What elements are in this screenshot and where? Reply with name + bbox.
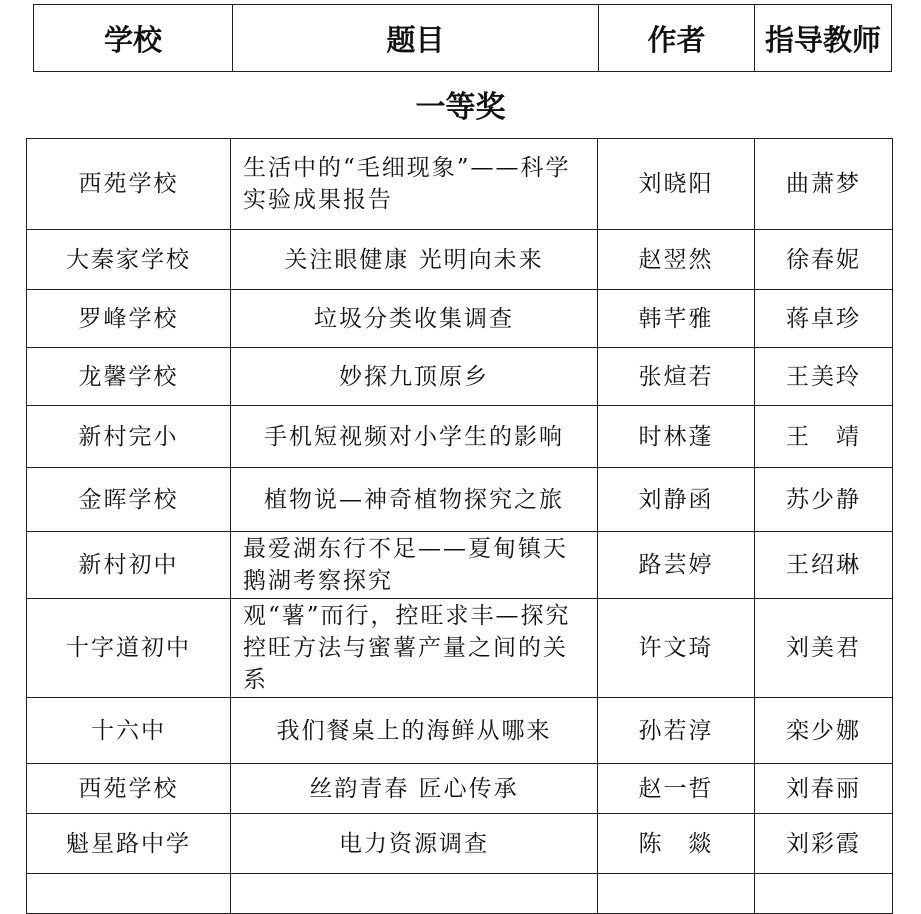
author-cell: 韩芊雅 bbox=[598, 290, 755, 348]
award-table bbox=[26, 138, 893, 914]
teacher-cell: 蒋卓珍 bbox=[755, 290, 893, 348]
teacher-cell: 徐春妮 bbox=[755, 230, 893, 290]
author-cell: 许文琦 bbox=[598, 599, 755, 698]
table-row bbox=[27, 406, 893, 468]
school-cell: 罗峰学校 bbox=[27, 290, 231, 348]
author-cell: 时林蓬 bbox=[598, 406, 755, 468]
empty-cell bbox=[755, 874, 893, 914]
teacher-cell: 曲萧梦 bbox=[755, 139, 893, 230]
header-teacher: 指导教师 bbox=[755, 5, 892, 72]
header-author: 作者 bbox=[599, 5, 755, 72]
title-cell: 关注眼健康 光明向未来 bbox=[231, 230, 598, 290]
school-cell: 西苑学校 bbox=[27, 139, 231, 230]
school-cell: 新村完小 bbox=[27, 406, 231, 468]
header-row bbox=[34, 5, 892, 72]
teacher-cell: 王绍琳 bbox=[755, 532, 893, 599]
title-cell: 我们餐桌上的海鲜从哪来 bbox=[231, 698, 598, 764]
table-row bbox=[27, 814, 893, 874]
title-cell: 手机短视频对小学生的影响 bbox=[231, 406, 598, 468]
header-table bbox=[33, 4, 892, 72]
section-title: 一等奖 bbox=[415, 90, 506, 125]
teacher-cell: 刘美君 bbox=[755, 599, 893, 698]
header-title: 题目 bbox=[233, 5, 599, 72]
table-row bbox=[27, 532, 893, 599]
title-cell: 植物说—神奇植物探究之旅 bbox=[231, 468, 598, 532]
school-cell: 龙馨学校 bbox=[27, 348, 231, 406]
title-cell: 生活中的“毛细现象”——科学实验成果报告 bbox=[231, 139, 598, 230]
author-cell: 张煊若 bbox=[598, 348, 755, 406]
teacher-cell: 刘彩霞 bbox=[755, 814, 893, 874]
table-row bbox=[27, 468, 893, 532]
table-row bbox=[27, 599, 893, 698]
school-cell: 大秦家学校 bbox=[27, 230, 231, 290]
empty-cell bbox=[598, 874, 755, 914]
table-row bbox=[27, 698, 893, 764]
empty-cell bbox=[231, 874, 598, 914]
school-cell: 十六中 bbox=[27, 698, 231, 764]
school-cell: 西苑学校 bbox=[27, 764, 231, 814]
school-cell: 魁星路中学 bbox=[27, 814, 231, 874]
header-school: 学校 bbox=[34, 5, 233, 72]
title-cell: 观“薯”而行，控旺求丰—探究控旺方法与蜜薯产量之间的关系 bbox=[231, 599, 598, 698]
table-row bbox=[27, 764, 893, 814]
table-row bbox=[27, 230, 893, 290]
teacher-cell: 苏少静 bbox=[755, 468, 893, 532]
title-cell: 垃圾分类收集调查 bbox=[231, 290, 598, 348]
author-cell: 刘晓阳 bbox=[598, 139, 755, 230]
title-cell: 丝韵青春 匠心传承 bbox=[231, 764, 598, 814]
table-row-partial bbox=[27, 874, 893, 914]
author-cell: 赵翌然 bbox=[598, 230, 755, 290]
title-cell: 电力资源调查 bbox=[231, 814, 598, 874]
author-cell: 孙若淳 bbox=[598, 698, 755, 764]
table-row bbox=[27, 348, 893, 406]
table-row bbox=[27, 139, 893, 230]
teacher-cell: 栾少娜 bbox=[755, 698, 893, 764]
table-row bbox=[27, 290, 893, 348]
title-cell: 妙探九顶原乡 bbox=[231, 348, 598, 406]
empty-cell bbox=[27, 874, 231, 914]
school-cell: 新村初中 bbox=[27, 532, 231, 599]
school-cell: 金晖学校 bbox=[27, 468, 231, 532]
title-cell: 最爱湖东行不足——夏甸镇天鹅湖考察探究 bbox=[231, 532, 598, 599]
author-cell: 刘静函 bbox=[598, 468, 755, 532]
teacher-cell: 王美玲 bbox=[755, 348, 893, 406]
teacher-cell: 王 靖 bbox=[755, 406, 893, 468]
teacher-cell: 刘春丽 bbox=[755, 764, 893, 814]
author-cell: 陈 燚 bbox=[598, 814, 755, 874]
school-cell: 十字道初中 bbox=[27, 599, 231, 698]
author-cell: 路芸婷 bbox=[598, 532, 755, 599]
author-cell: 赵一哲 bbox=[598, 764, 755, 814]
